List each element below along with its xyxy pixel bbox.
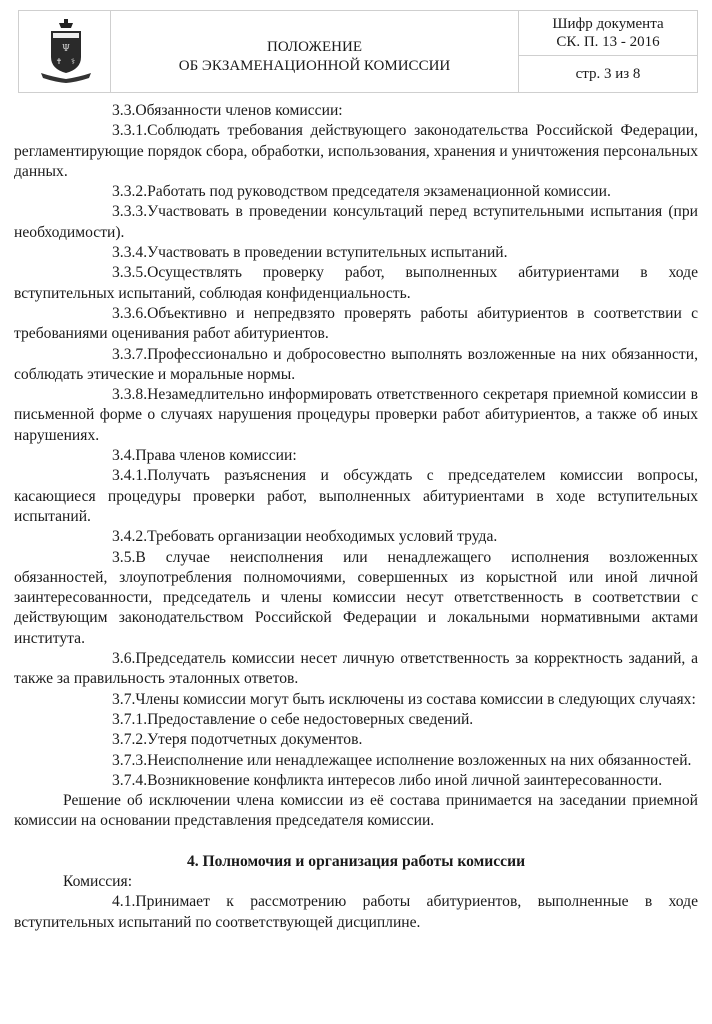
clause-number: 3.4.1. xyxy=(112,467,148,485)
logo-cell xyxy=(19,11,111,92)
clause-number: 3.3.3. xyxy=(112,203,148,221)
clause-text: В случае неисполнения или ненадлежащего исполнения возложенных обязанностей, злоупотребления полномочиями, совершенных из корыстной или иной личной заинтересованности, председатель и члены комиссии несут ответственность в соответствии с действующим законодательством Российской Федерации и локальными нормативными актами института. xyxy=(14,548,698,647)
clause-number: 3.3.5. xyxy=(112,264,148,282)
paragraph-3-3-6 xyxy=(14,304,698,345)
clause-text: Предоставление о себе недостоверных сведений. xyxy=(147,710,474,728)
clause-text: Неисполнение или ненадлежащее исполнение возложенных на них обязанностей. xyxy=(147,751,692,769)
clause-number: 3.3.8. xyxy=(112,386,148,404)
paragraph-3-7-4 xyxy=(14,771,698,791)
clause-number: 3.3.2. xyxy=(112,183,148,201)
section-4-heading: 4. Полномочия и организация работы комиссии xyxy=(186,852,526,870)
clause-text: Права членов комиссии: xyxy=(135,447,297,465)
clause-text: Получать разъяснения и обсуждать с председателем комиссии вопросы, касающиеся процедуры проверки работ, выполненных абитуриентами в ходе вступительных испытаний. xyxy=(14,467,698,525)
document-type: ПОЛОЖЕНИЕ xyxy=(267,38,362,55)
clause-text: Объективно и непредвзято проверять работы абитуриентов в соответствии с требованиями оценивания работ абитуриентов. xyxy=(14,304,698,343)
clause-text: Незамедлительно информировать ответственного секретаря приемной комиссии в письменной форме о случаях нарушения процедуры проверки работ абитуриентов, а также об иных нарушениях. xyxy=(14,386,698,444)
clause-number: 3.3. xyxy=(112,102,136,119)
svg-text:✝: ✝ xyxy=(55,57,63,66)
section-spacer xyxy=(14,832,698,852)
clause-number: 3.3.6. xyxy=(112,304,148,322)
paragraph-3-3-4 xyxy=(14,243,698,263)
paragraph-3-7-3 xyxy=(14,751,698,771)
paragraph-3-7-2 xyxy=(14,730,698,750)
clause-number: 3.5. xyxy=(112,548,136,566)
clause-number: 3.7.1. xyxy=(112,710,148,728)
clause-text: Обязанности членов комиссии: xyxy=(135,102,343,119)
paragraph-3-3-3 xyxy=(14,202,698,243)
clause-text: Соблюдать требования действующего законодательства Российской Федерации, регламентирующие порядок сбора, обработки, использования, хранения и уничтожения персональных данных. xyxy=(14,122,698,180)
paragraph-3-4-2 xyxy=(14,527,698,547)
document-title-cell xyxy=(111,11,519,92)
paragraph-4-1 xyxy=(14,892,698,933)
paragraph-3-7-1 xyxy=(14,710,698,730)
paragraph-3-3-1 xyxy=(14,121,698,182)
clause-text: Участвовать в проведении вступительных испытаний. xyxy=(147,244,508,262)
clause-number: 3.3.4. xyxy=(112,244,148,262)
paragraph-3-3-2 xyxy=(14,182,698,202)
paragraph-exclusion-decision xyxy=(14,791,698,832)
paragraph-3-5 xyxy=(14,548,698,649)
document-code-label: Шифр документа xyxy=(552,16,664,32)
paragraph-3-3 xyxy=(14,101,698,121)
clause-text: Утеря подотчетных документов. xyxy=(147,731,363,749)
clause-number: 3.7.4. xyxy=(112,771,148,789)
clause-number: 3.3.1. xyxy=(112,122,148,140)
clause-number: 3.7.3. xyxy=(112,751,148,769)
clause-number: 3.6. xyxy=(112,650,136,668)
institute-coat-of-arms-icon xyxy=(37,19,95,83)
clause-number: 3.4. xyxy=(112,447,136,465)
paragraph-3-4 xyxy=(14,446,698,466)
clause-number: 3.7.2. xyxy=(112,731,148,749)
clause-text: Председатель комиссии несет личную ответственность за корректность заданий, а также за правильность эталонных ответов. xyxy=(14,650,698,688)
clause-text: Требовать организации необходимых условий труда. xyxy=(147,528,498,546)
clause-text: Принимает к рассмотрению работы абитуриентов, выполненные в ходе вступительных испытаний по соответствующей дисциплине. xyxy=(14,893,698,931)
clause-text: Участвовать в проведении консультаций перед вступительными испытания (при необходимости). xyxy=(14,203,698,241)
paragraph-3-7 xyxy=(14,690,698,710)
clause-text: Работать под руководством председателя экзаменационной комиссии. xyxy=(147,183,611,201)
paragraph-3-3-7 xyxy=(14,345,698,386)
paragraph-3-3-8 xyxy=(14,385,698,446)
paragraph-3-3-5 xyxy=(14,263,698,304)
clause-text: Осуществлять проверку работ, выполненных абитуриентами в ходе вступительных испытаний, соблюдая конфиденциальность. xyxy=(14,264,698,302)
clause-number: 4.1. xyxy=(112,893,136,911)
svg-text:Ψ: Ψ xyxy=(62,44,70,54)
svg-text:⚕: ⚕ xyxy=(70,57,76,66)
paragraph-3-6 xyxy=(14,649,698,690)
clause-number: 3.3.7. xyxy=(112,345,148,363)
clause-number: 3.7. xyxy=(112,690,136,708)
clause-text: Решение об исключении члена комиссии из её состава принимается на заседании приемной комиссии на основании представления председателя комиссии. xyxy=(14,792,698,830)
page-number-cell xyxy=(519,56,697,92)
clause-text: Члены комиссии могут быть исключены из состава комиссии в следующих случаях: xyxy=(135,690,696,708)
document-header-table xyxy=(18,10,698,93)
document-code-value: СК. П. 13 - 2016 xyxy=(556,34,660,50)
section-4-intro: Комиссия: xyxy=(63,872,133,890)
document-body xyxy=(14,101,698,933)
clause-text: Профессионально и добросовестно выполнять возложенные на них обязанности, соблюдать этические и моральные нормы. xyxy=(14,345,698,383)
document-title: ОБ ЭКЗАМЕНАЦИОННОЙ КОМИССИИ xyxy=(178,57,451,74)
clause-text: Возникновение конфликта интересов либо иной личной заинтересованности. xyxy=(147,771,663,789)
page-number: стр. 3 из 8 xyxy=(575,65,641,82)
clause-number: 3.4.2. xyxy=(112,528,148,546)
paragraph-3-4-1 xyxy=(14,466,698,527)
document-code-cell xyxy=(519,11,697,56)
